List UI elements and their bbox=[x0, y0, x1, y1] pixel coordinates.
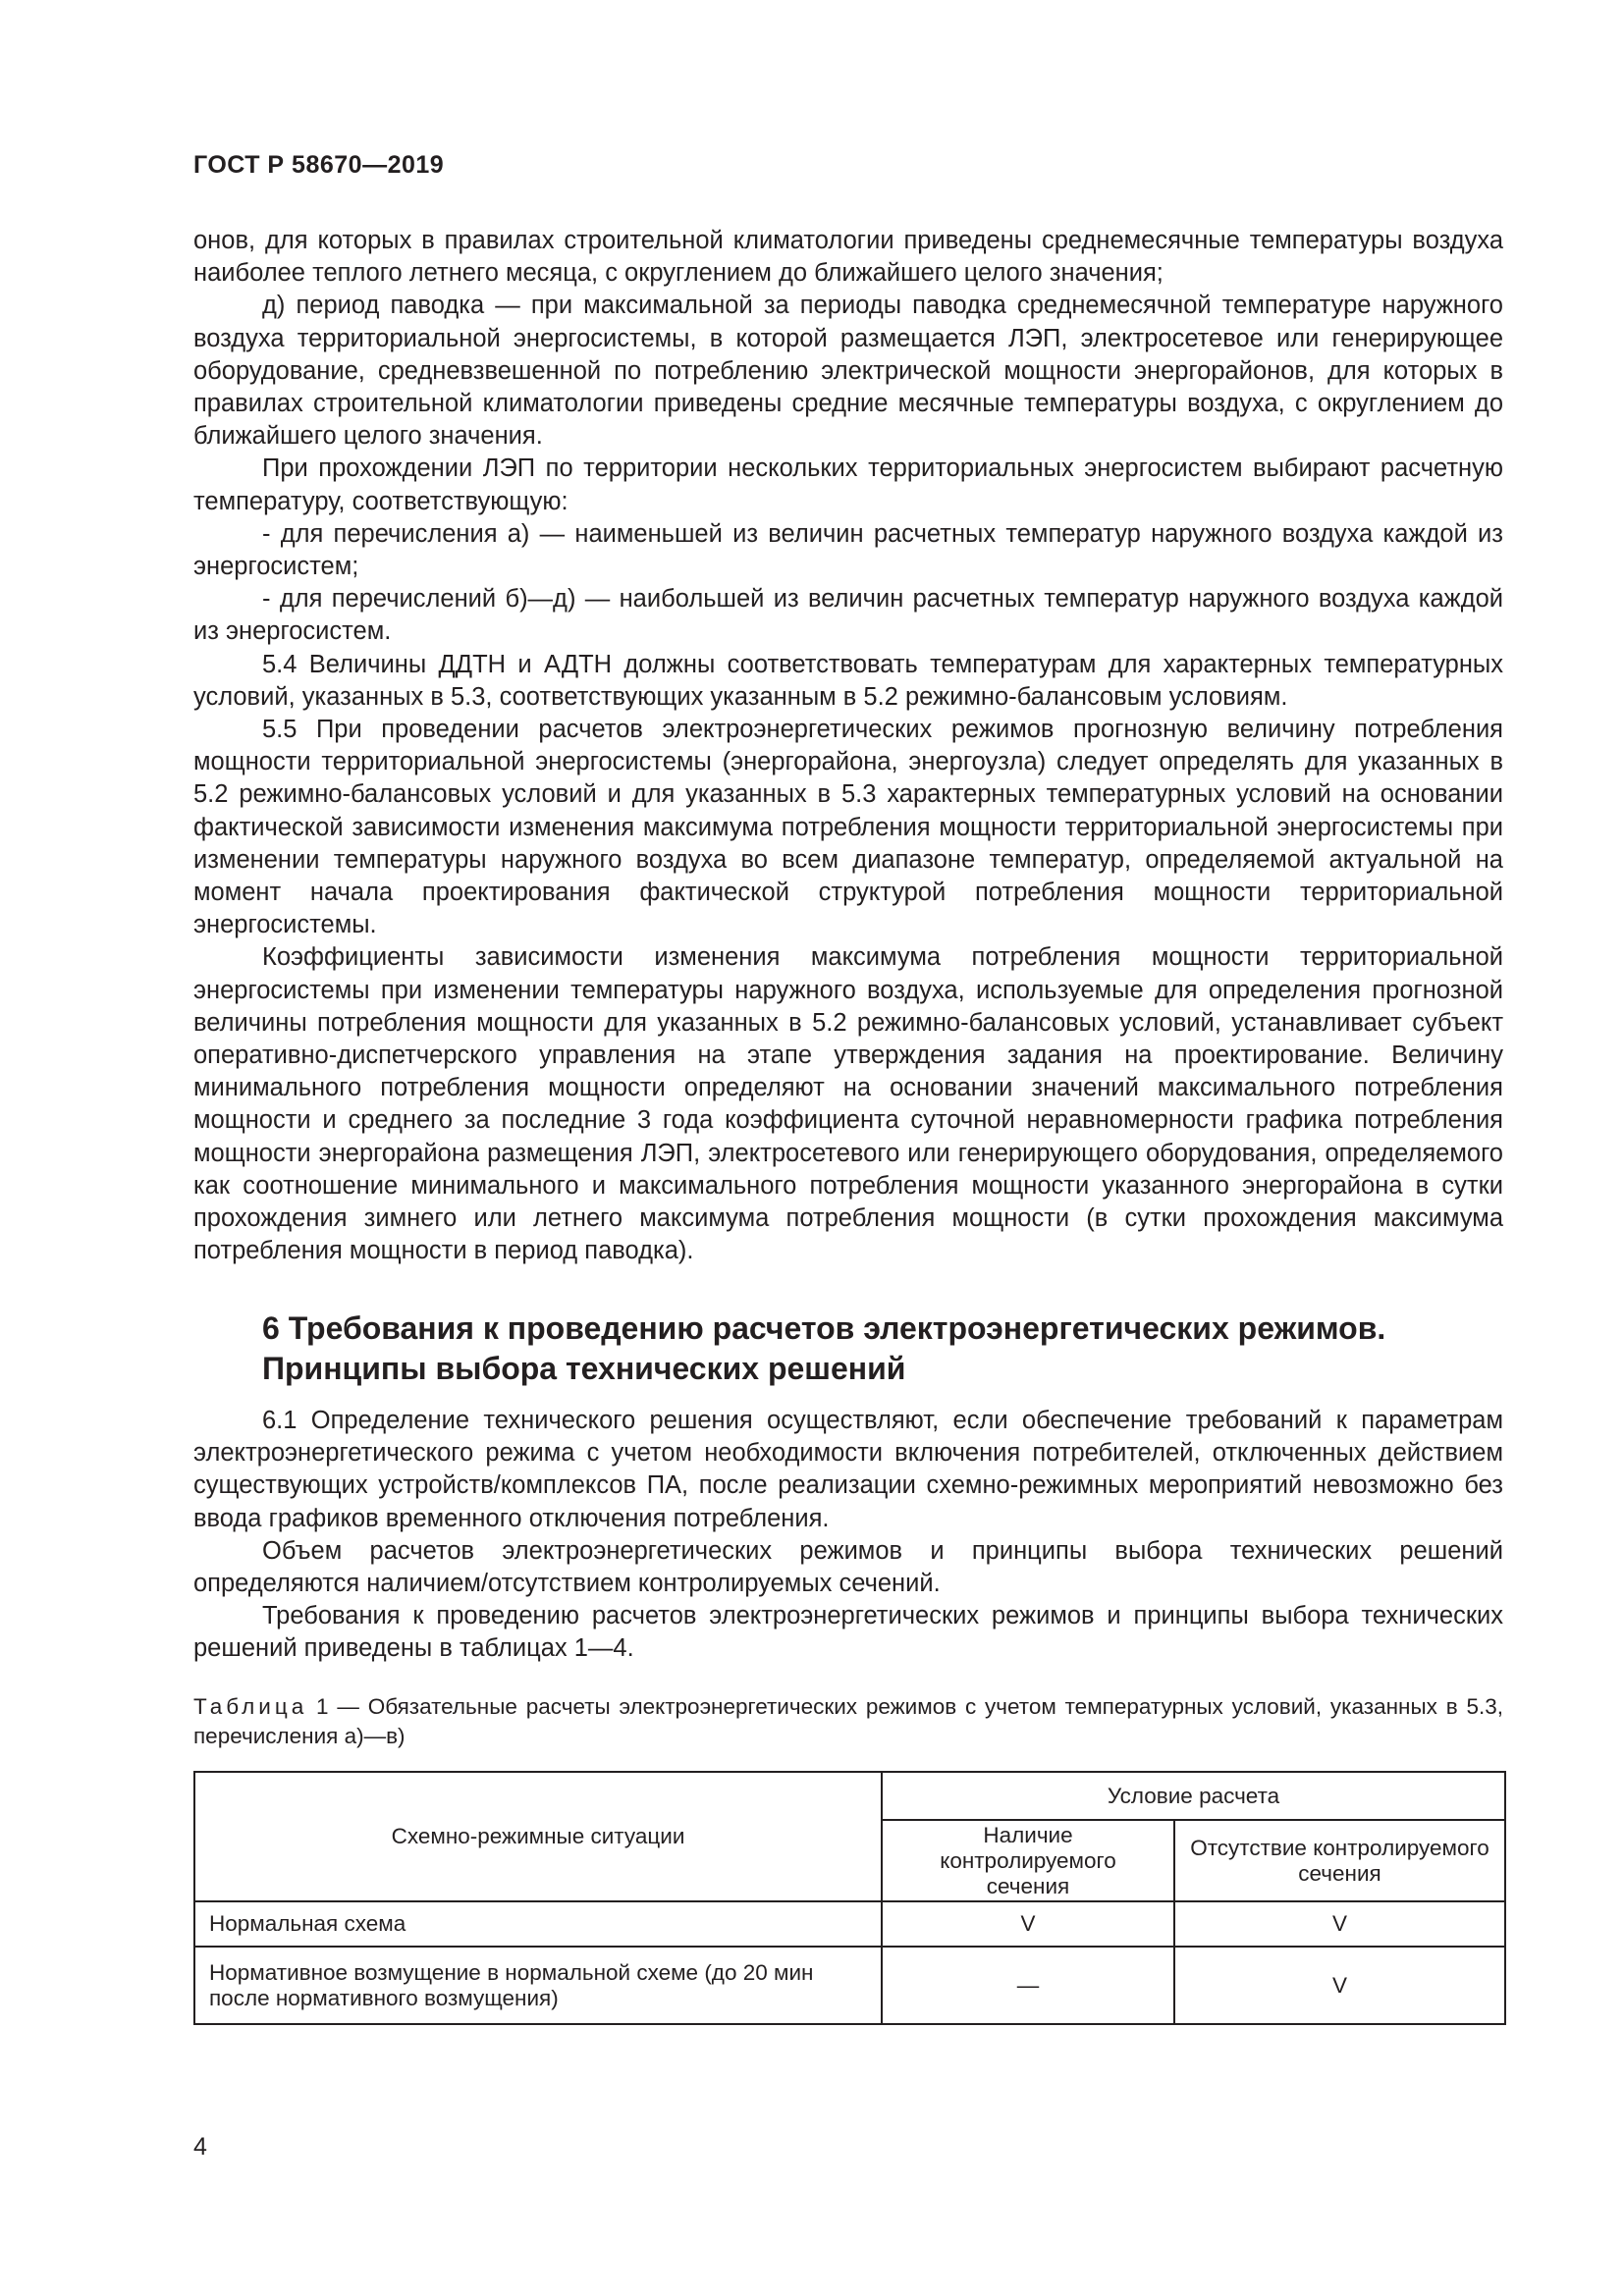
page-number: 4 bbox=[193, 2133, 207, 2161]
table-cell-situation: Нормативное возмущение в нормальной схеме (до 20 мин после нормативного возмущения) bbox=[194, 1947, 882, 2024]
section-body-text bbox=[193, 1405, 1503, 1666]
paragraph: При прохождении ЛЭП по территории нескольких территориальных энергосистем выбирают расчетную температуру, соответствующую: bbox=[193, 454, 1503, 515]
table-row bbox=[194, 1901, 1505, 1947]
table-caption bbox=[193, 1692, 1503, 1750]
table-row bbox=[194, 1947, 1505, 2024]
table-caption-text: 1 — Обязательные расчеты электроэнергетических режимов с учетом температурных условий, указанных в 5.3, перечисления а)—в) bbox=[193, 1694, 1503, 1748]
table-cell-controlled: — bbox=[882, 1947, 1174, 2024]
paragraph: 6.1 Определение технического решения осуществляют, если обеспечение требований к параметрам электроэнергетического режима с учетом необходимости включения потребителей, отключенных действием существующих устройств/комплексов ПА, после реализации схемно-режимных мероприятий невозможно без ввода графиков временного отключения потребления. bbox=[193, 1407, 1503, 1532]
requirements-table bbox=[193, 1771, 1506, 2025]
paragraph: Объем расчетов электроэнергетических режимов и принципы выбора технических решений определяются наличием/отсутствием контролируемых сечений. bbox=[193, 1536, 1503, 1598]
paragraph: д) период паводка — при максимальной за периоды паводка среднемесячной температуре наружного воздуха территориальной энергосистемы, в которой размещается ЛЭП, электросетевое или генерирующее оборудование, средневзвешенной по потреблению электрической мощности энергорайонов, для которых в правилах строительной климатологии приведены средние месячные температуры воздуха, с округлением до ближайшего целого значения. bbox=[193, 292, 1503, 451]
table-cell-situation: Нормальная схема bbox=[194, 1901, 882, 1947]
paragraph: Коэффициенты зависимости изменения максимума потребления мощности территориальной энергосистемы при изменении температуры наружного воздуха, используемые для определения прогнозной величины потребления мощности для указанных в 5.2 режимно-балансовых условий, устанавливает субъект оперативно-диспетчерского управления на этапе утверждения задания на проектирование. Величину минимального потребления мощности определяют на основании значений максимального потребления мощности и среднего за последние 3 года коэффициента суточной неравномерности графика потребления мощности энергорайона размещения ЛЭП, электросетевого или генерирующего оборудования, определяемого как соотношение минимального и максимального потребления мощности указанного энергорайона в сутки прохождения зимнего или летнего максимума потребления мощности (в сутки прохождения максимума потребления мощности в период паводка). bbox=[193, 943, 1503, 1265]
table-caption-label: Таблица bbox=[193, 1694, 308, 1719]
list-item: - для перечисления а) — наименьшей из величин расчетных температур наружного воздуха каждой из энергосистем; bbox=[193, 519, 1503, 581]
list-item: - для перечислений б)—д) — наибольшей из величин расчетных температур наружного воздуха каждой из энергосистем. bbox=[193, 585, 1503, 646]
table-cell-controlled: V bbox=[882, 1901, 1174, 1947]
paragraph: 5.5 При проведении расчетов электроэнергетических режимов прогнозную величину потребления мощности территориальной энергосистемы (энергорайона, энергоузла) следует определять для указанных в 5.2 режимно-балансовых условий и для указанных в 5.3 характерных температурных условий на основании фактической зависимости изменения максимума потребления мощности территориальной энергосистемы при изменении температуры наружного воздуха во всем диапазоне температур, определяемой актуальной на момент начала проектирования фактической структурой потребления мощности территориальной энергосистемы. bbox=[193, 716, 1503, 939]
table-header-situations: Схемно-режимные ситуации bbox=[194, 1772, 882, 1901]
section-title: 6 Требования к проведению расчетов электроэнергетических режимов. Принципы выбора технических решений bbox=[262, 1310, 1386, 1386]
table-cell-uncontrolled: V bbox=[1174, 1947, 1505, 2024]
paragraph: онов, для которых в правилах строительной климатологии приведены среднемесячные температуры воздуха наиболее теплого летнего месяца, с округлением до ближайшего целого значения; bbox=[193, 227, 1503, 288]
body-text bbox=[193, 225, 1503, 1268]
document-header: ГОСТ Р 58670—2019 bbox=[193, 151, 445, 179]
table-header-condition: Условие расчета bbox=[882, 1772, 1505, 1820]
paragraph: 5.4 Величины ДДТН и АДТН должны соответствовать температурам для характерных температурных условий, указанных в 5.3, соответствующих указанным в 5.2 режимно-балансовым условиям. bbox=[193, 650, 1503, 711]
paragraph: Требования к проведению расчетов электроэнергетических режимов и принципы выбора технических решений приведены в таблицах 1—4. bbox=[193, 1602, 1503, 1663]
table-header-uncontrolled: Отсутствие контролируемого сечения bbox=[1174, 1820, 1505, 1901]
table-cell-uncontrolled: V bbox=[1174, 1901, 1505, 1947]
table-header-controlled: Наличие контролируемого сечения bbox=[882, 1820, 1174, 1901]
